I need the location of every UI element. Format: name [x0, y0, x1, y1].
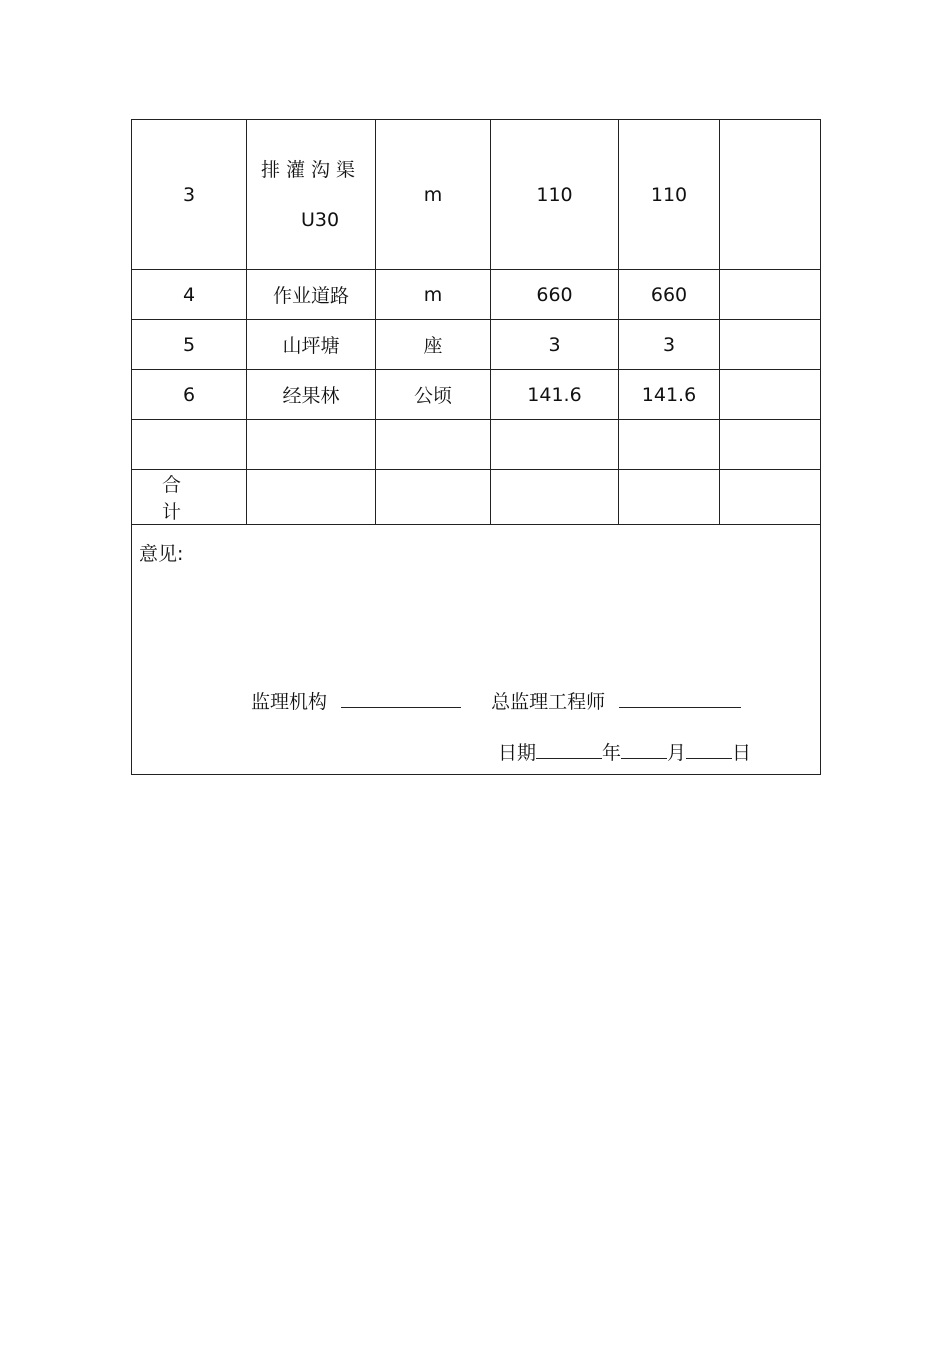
empty-cell	[720, 420, 821, 470]
table-row	[132, 120, 821, 270]
row-number: 3	[132, 120, 247, 270]
completed-quantity: 141.6	[619, 370, 720, 420]
remark-cell	[720, 320, 821, 370]
chief-engineer-blank	[619, 689, 741, 708]
design-quantity: 3	[491, 320, 619, 370]
row-number: 5	[132, 320, 247, 370]
item-name: 经果林	[247, 370, 376, 420]
table-row	[132, 320, 821, 370]
row-number: 6	[132, 370, 247, 420]
item-name: 山坪塘	[247, 320, 376, 370]
supervisor-org-label: 监理机构	[251, 691, 328, 713]
total-cell	[720, 470, 821, 525]
total-cell	[619, 470, 720, 525]
year-label: 年	[602, 742, 622, 764]
month-blank	[621, 740, 667, 759]
remark-cell	[720, 270, 821, 320]
date-blank	[536, 740, 602, 759]
empty-cell	[247, 420, 376, 470]
item-unit: 座	[376, 320, 491, 370]
item-name	[247, 120, 376, 270]
total-cell	[247, 470, 376, 525]
opinion-row	[132, 525, 821, 775]
empty-cell	[491, 420, 619, 470]
opinion-section	[132, 525, 821, 775]
completed-quantity: 660	[619, 270, 720, 320]
month-label: 月	[667, 742, 687, 764]
table-row	[132, 270, 821, 320]
item-name-line2: U30	[300, 208, 340, 231]
signature-line	[251, 687, 741, 714]
design-quantity: 141.6	[491, 370, 619, 420]
total-label: 合计	[132, 470, 247, 525]
day-blank	[686, 740, 732, 759]
design-quantity: 660	[491, 270, 619, 320]
completed-quantity: 3	[619, 320, 720, 370]
chief-engineer-label: 总监理工程师	[491, 691, 606, 713]
total-cell	[491, 470, 619, 525]
supervisor-org-blank	[341, 689, 461, 708]
acceptance-table	[131, 119, 821, 775]
item-name-line1: 排灌沟渠	[260, 158, 361, 181]
item-name: 作业道路	[247, 270, 376, 320]
empty-cell	[376, 420, 491, 470]
remark-cell	[720, 120, 821, 270]
day-label: 日	[732, 742, 752, 764]
empty-cell	[619, 420, 720, 470]
total-cell	[376, 470, 491, 525]
table-row	[132, 370, 821, 420]
total-row	[132, 470, 821, 525]
date-line	[498, 738, 751, 765]
empty-row	[132, 420, 821, 470]
item-unit: m	[376, 120, 491, 270]
completed-quantity: 110	[619, 120, 720, 270]
empty-cell	[132, 420, 247, 470]
opinion-label: 意见:	[139, 543, 184, 565]
remark-cell	[720, 370, 821, 420]
item-unit: m	[376, 270, 491, 320]
item-unit: 公顷	[376, 370, 491, 420]
row-number: 4	[132, 270, 247, 320]
date-label: 日期	[498, 742, 537, 764]
design-quantity: 110	[491, 120, 619, 270]
